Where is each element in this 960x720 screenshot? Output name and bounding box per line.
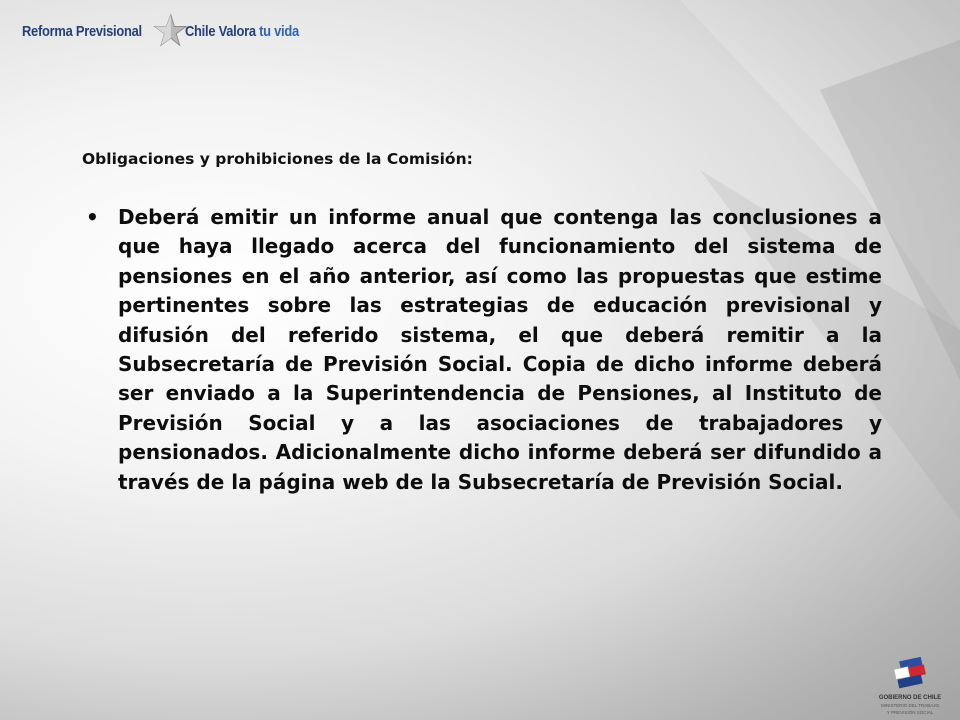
bullet-item [82,203,882,497]
ministry-line-2: Y PREVISIÓN SOCIAL [886,710,934,715]
chile-shield-icon [878,655,942,691]
gov-name: GOBIERNO DE CHILE [878,695,942,701]
bullet-list [82,203,882,497]
government-logo [878,655,942,716]
government-text [878,695,942,716]
brand-header [22,10,318,52]
slide-subtitle: Obligaciones y prohibiciones de la Comisión: [82,150,473,168]
star-icon [151,11,187,51]
bullet-dot-icon: • [86,205,99,229]
ministry-line-1: MINISTERIO DEL TRABAJO [880,703,939,708]
bullet-text: Deberá emitir un informe anual que contenga las conclusiones a que haya llegado acerca del funcionamiento del sistema de pensiones en el año anterior, así como las propuestas que estime pertinentes sobre las estrategias de educación previsional y difusión del referido sistema, el que deberá remitir a la Subsecretaría de Previsión Social. Copia de dicho informe deberá ser enviado a la Superintendencia de Pensiones, al Instituto de Previsión Social y a las asociaciones de trabajadores y pensionados. Adicionalmente dicho informe deberá ser difundido a través de la página web de la Subsecretaría de Previsión Social. [118,205,882,494]
brand-right-accent: tu vida [259,22,300,40]
brand-right-main: Chile Valora [185,22,257,40]
brand-left-text: Reforma Previsional [22,22,142,40]
brand-right-text [185,23,299,40]
